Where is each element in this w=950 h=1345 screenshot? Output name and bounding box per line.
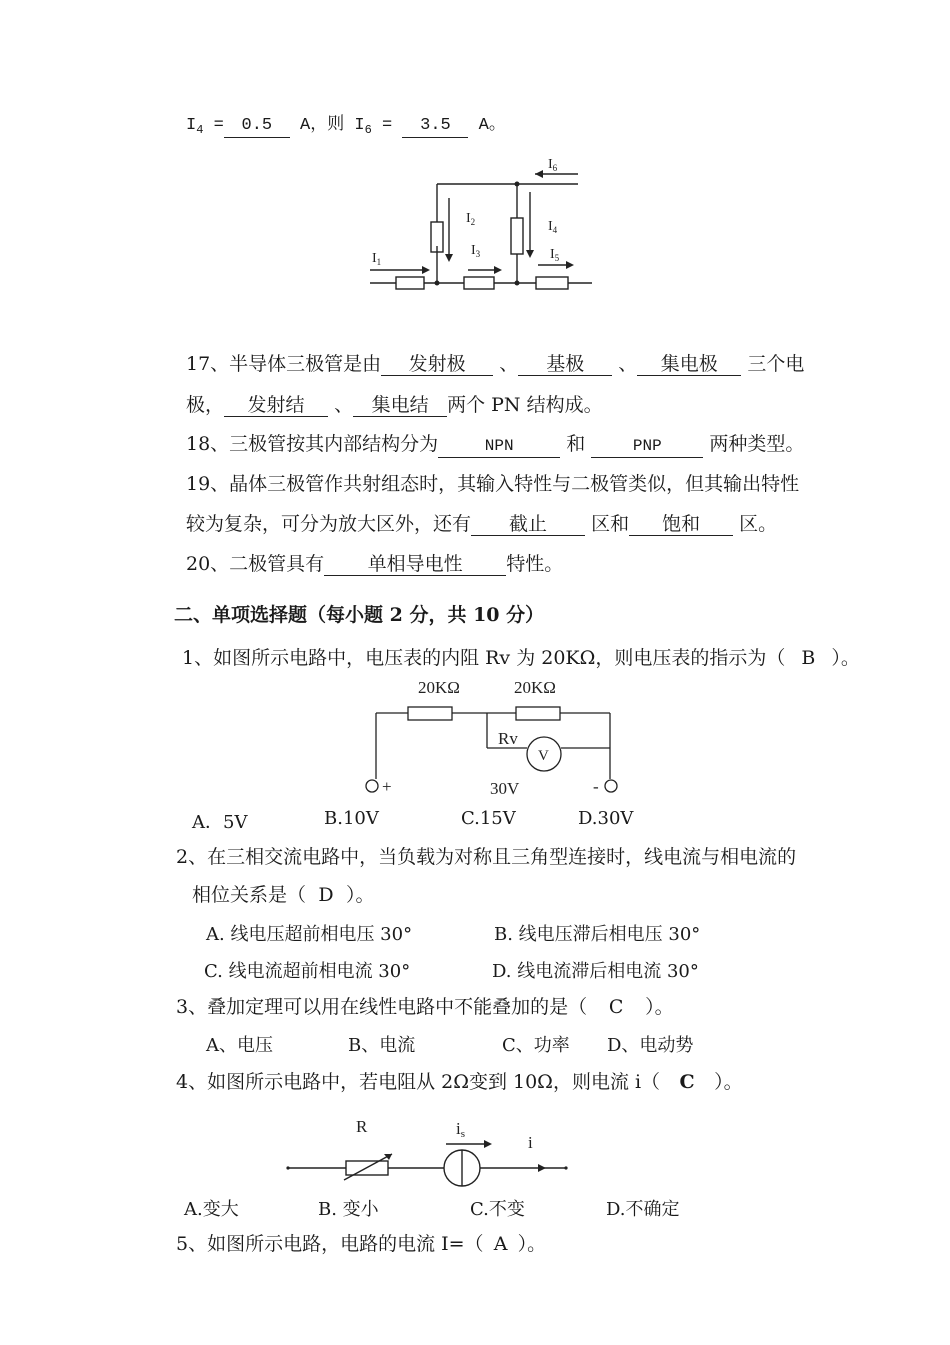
fig2-r1-label: 20KΩ: [418, 678, 460, 697]
section-2-title: 二、单项选择题（每小题 2 分，共 10 分）: [174, 604, 545, 626]
mc2-answer: D: [318, 884, 334, 906]
circuit-figure-currents: [360, 150, 600, 300]
mc4-option-b[interactable]: B. 变小: [318, 1199, 379, 1220]
mc3-question: 3、叠加定理可以用在线性电路中不能叠加的是（ C ）。: [176, 996, 674, 1018]
circuit-figure-current-source: [280, 1110, 580, 1190]
fig1-label-i4: $I_4$: [548, 219, 558, 235]
mc2-option-b[interactable]: B. 线电压滞后相电压 30°: [494, 924, 701, 945]
mc4-answer: C: [679, 1071, 695, 1093]
fig2-r2-label: 20KΩ: [514, 678, 556, 697]
mc1-option-d[interactable]: D.30V: [578, 808, 634, 829]
mc2-option-c[interactable]: C. 线电流超前相电流 30°: [204, 961, 411, 982]
mc3-option-d[interactable]: D、电动势: [607, 1035, 694, 1056]
q16-answer-line: $I_4 = 0.5$ A，则 $I_6 = 3.5$ A。: [186, 116, 506, 137]
fig1-label-i1: $I_1$: [372, 251, 382, 267]
circuit-figure-voltmeter: [360, 676, 630, 802]
mc5-question: 5、如图所示电路，电路的电流 I=（ A ）。: [176, 1233, 547, 1255]
mc4-options: [0, 1195, 950, 1219]
mc4-option-c[interactable]: C.不变: [470, 1199, 525, 1220]
fig1-label-i2: $I_2$: [466, 211, 476, 227]
fig3-is-label: is: [456, 1119, 466, 1140]
q19-line-2: 较为复杂，可分为放大区外，还有 截止 区和 饱和 区。: [186, 513, 778, 535]
q20-blank-1: 单相导电性: [324, 553, 506, 576]
mc1-option-b[interactable]: B.10V: [324, 808, 379, 829]
mc2-option-a[interactable]: A. 线电压超前相电压 30°: [206, 924, 413, 945]
mc2-options: [0, 920, 950, 980]
mc1-option-a[interactable]: A．5V: [192, 812, 248, 833]
q17-line-1: 17、半导体三极管是由 发射极 、 基极 、 集电极 三个电: [186, 353, 805, 375]
fig2-source-label: 30V: [490, 779, 520, 798]
fig1-label-i6: $I_6$: [548, 157, 558, 173]
fig3-r-label: R: [356, 1117, 368, 1136]
mc2-question-line-2: 相位关系是（ D ）。: [192, 884, 375, 906]
fig2-plus-terminal: +: [382, 777, 392, 796]
mc1-option-c[interactable]: C.15V: [461, 808, 516, 829]
q17-line-2: 极， 发射结 、 集电结 两个 PN 结构成。: [186, 394, 603, 416]
q19-line-1: 19、晶体三极管作共射组态时，其输入特性与二极管类似，但其输出特性: [186, 473, 800, 495]
q19-blank-2: 饱和: [629, 513, 733, 536]
mc1-options: [0, 808, 950, 832]
mc3-option-c[interactable]: C、功率: [502, 1035, 570, 1056]
mc4-option-d[interactable]: D.不确定: [606, 1199, 680, 1220]
mc4-question: 4、如图所示电路中，若电阻从 2Ω变到 10Ω，则电流 i（ C ）。: [176, 1071, 743, 1093]
mc1-question: 1、如图所示电路中，电压表的内阻 Rv 为 20KΩ，则电压表的指示为（ B ）。: [182, 647, 860, 669]
fig1-label-i5: $I_5$: [550, 247, 560, 263]
fig2-minus-terminal: -: [593, 777, 599, 796]
mc3-option-b[interactable]: B、电流: [348, 1035, 416, 1056]
mc5-answer: A: [493, 1233, 508, 1255]
fig1-label-i3: $I_3$: [471, 243, 481, 259]
mc4-option-a[interactable]: A.变大: [184, 1199, 239, 1220]
mc3-answer: C: [608, 996, 624, 1018]
mc3-options: [0, 1031, 950, 1055]
q16-blank-1: 0.5: [224, 115, 290, 138]
mc2-question-line-1: 2、在三相交流电路中，当负载为对称且三角型连接时，线电流与相电流的: [176, 846, 797, 868]
q18-blank-2: PNP: [591, 435, 703, 458]
q17-blank-2: 基极: [518, 353, 612, 376]
q17-blank-4: 发射结: [224, 394, 328, 417]
q20-line: 20、二极管具有 单相导电性 特性。: [186, 553, 564, 575]
q18-line: 18、三极管按其内部结构分为 NPN 和 PNP 两种类型。: [186, 432, 804, 458]
q17-blank-5: 集电结: [353, 394, 447, 417]
q16-blank-2: 3.5: [402, 115, 468, 138]
mc1-answer: B: [801, 647, 816, 669]
fig2-rv-label: Rv: [498, 729, 518, 748]
q17-blank-1: 发射极: [381, 353, 493, 376]
q17-blank-3: 集电极: [637, 353, 741, 376]
q19-blank-1: 截止: [471, 513, 585, 536]
mc2-option-d[interactable]: D. 线电流滞后相电流 30°: [492, 961, 699, 982]
q18-blank-1: NPN: [438, 435, 560, 458]
mc3-option-a[interactable]: A、电压: [206, 1035, 273, 1056]
fig2-voltmeter-label: V: [538, 748, 549, 764]
fig3-i-label: i: [528, 1133, 533, 1152]
